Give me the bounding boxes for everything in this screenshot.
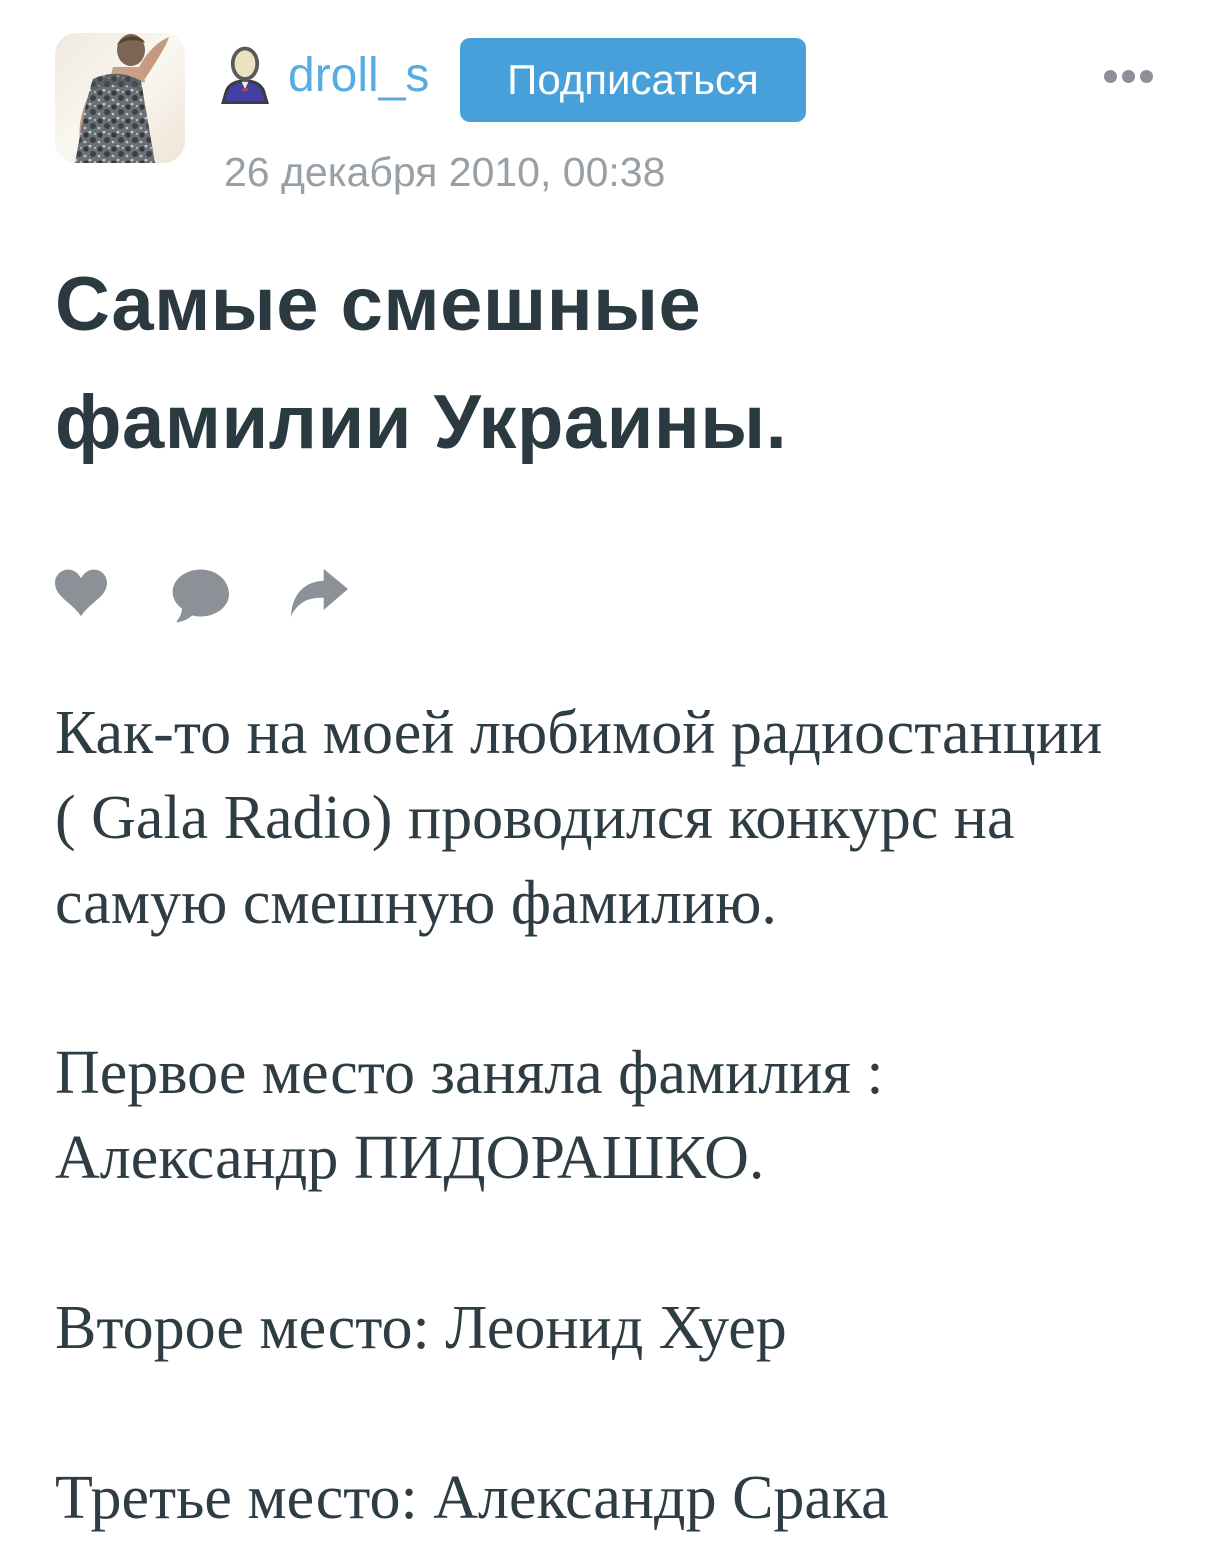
comment-button[interactable] [169, 566, 229, 624]
paragraph [55, 1031, 1170, 1201]
heart-icon [55, 566, 107, 620]
avatar-image [55, 33, 185, 163]
avatar[interactable] [55, 33, 185, 163]
ellipsis-icon [1140, 70, 1153, 83]
share-button[interactable] [291, 566, 348, 622]
paragraph-line: Как-то на моей любимой радиостанции [55, 699, 1103, 767]
post-title-line: фамилии Украины. [55, 380, 788, 465]
paragraph-line: Первое место заняла фамилия : [55, 1039, 884, 1107]
ellipsis-icon [1104, 70, 1117, 83]
speech-bubble-icon [169, 566, 229, 624]
post-title-line: Самые смешные [55, 262, 702, 347]
subscribe-label: Подписаться [507, 56, 759, 103]
user-link[interactable] [220, 44, 429, 104]
post-title [55, 246, 1170, 482]
share-arrow-icon [291, 566, 348, 622]
paragraph [55, 1456, 1170, 1541]
post-body [55, 691, 1170, 1541]
paragraph-line: самую смешную фамилию. [55, 869, 777, 937]
ellipsis-icon [1122, 70, 1135, 83]
paragraph-line: Второе место: Леонид Хуер [55, 1294, 787, 1362]
post-date: 26 декабря 2010, 00:38 [224, 149, 666, 195]
like-button[interactable] [55, 566, 107, 620]
post-actions [55, 566, 348, 624]
username: droll_s [288, 49, 430, 102]
paragraph-line: ( Gala Radio) проводился конкурс на [55, 784, 1015, 852]
paragraph [55, 691, 1170, 946]
subscribe-button[interactable] [460, 38, 806, 122]
more-menu-button[interactable] [1104, 56, 1164, 96]
paragraph-line: Александр ПИДОРАШКО. [55, 1124, 765, 1192]
paragraph [55, 1286, 1170, 1371]
paragraph-line: Третье место: Александр Срака [55, 1464, 889, 1532]
userhead-icon [220, 44, 270, 104]
